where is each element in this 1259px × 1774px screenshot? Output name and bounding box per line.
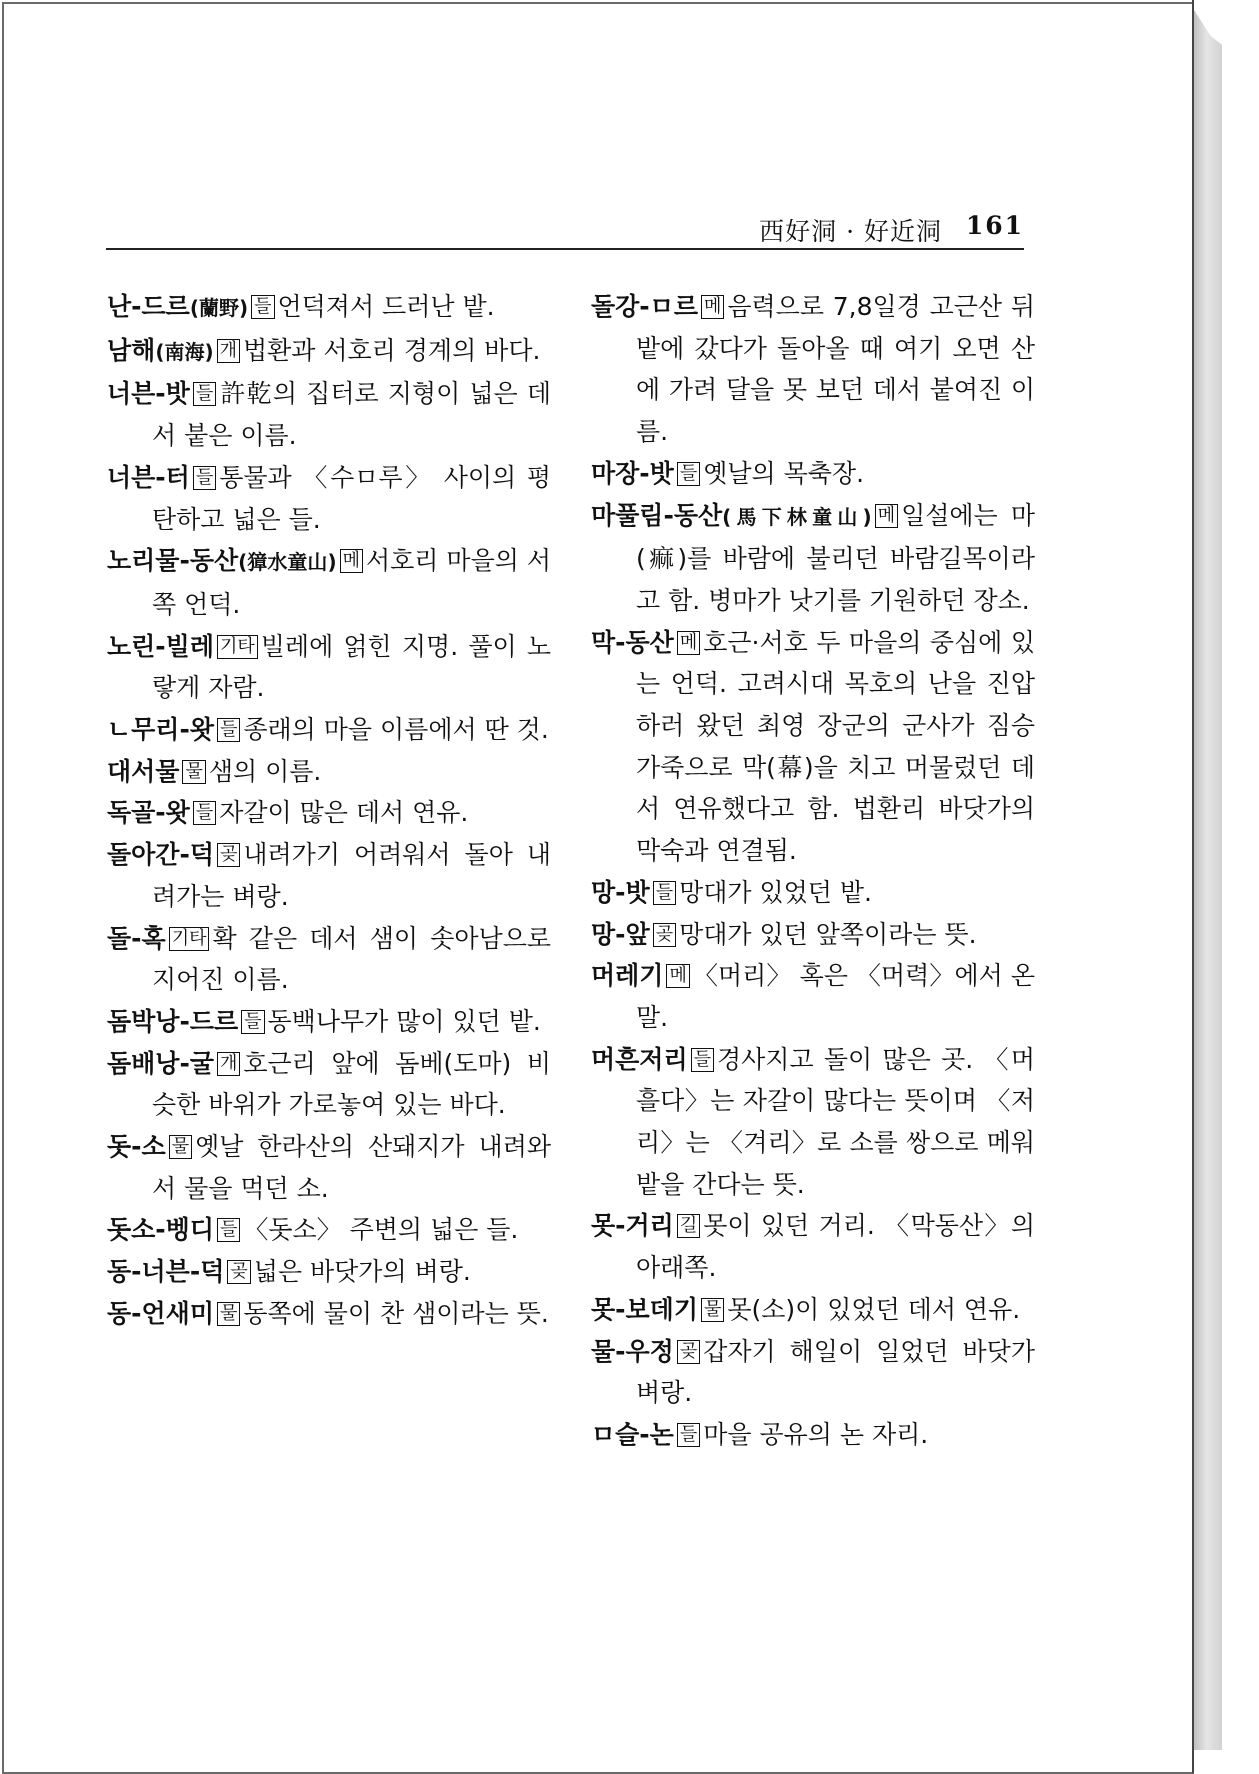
entry-term: 돗소-벵디 [107, 1215, 214, 1245]
entry-term: 난-드르 [107, 292, 190, 321]
category-tag: 메 [701, 295, 724, 319]
dictionary-entry [591, 1289, 1035, 1331]
entry-term: 망-밧 [591, 877, 650, 907]
entry-term: 머레기 [591, 961, 664, 991]
category-tag: 개 [217, 339, 240, 363]
entry-term: 독골-왓 [107, 798, 190, 828]
entry-term: 마풀림-동산 [591, 500, 723, 530]
category-tag: 기타 [169, 927, 210, 951]
dictionary-entry [591, 955, 1035, 1038]
category-tag: 들 [217, 1218, 240, 1242]
entry-definition: 옛날의 목축장. [703, 458, 865, 488]
page-number: 161 [965, 211, 1024, 240]
dictionary-entry [107, 373, 551, 456]
dictionary-entry [591, 286, 1035, 453]
entry-definition: 서호리 마을의 서쪽 언덕. [152, 546, 551, 619]
entry-hanja: (獐水童山) [238, 550, 337, 575]
dictionary-entry [591, 914, 1035, 956]
page-edge [1192, 0, 1194, 1773]
category-tag: 물 [169, 1135, 192, 1159]
entry-term: 돔박낭-드르 [107, 1006, 239, 1036]
entry-term: 막-동산 [591, 627, 674, 657]
entry-definition: 내려가기 어려워서 돌아 내려가는 벼랑. [152, 840, 551, 911]
dictionary-entry [107, 834, 551, 917]
header-rule [106, 248, 1024, 250]
entry-term: 물-우정 [591, 1336, 674, 1366]
entry-definition: 옛날 한라산의 산돼지가 내려와서 물을 먹던 소. [152, 1132, 551, 1203]
dictionary-entry [591, 622, 1035, 872]
category-tag: 곶 [217, 843, 240, 867]
category-tag: 들 [691, 1048, 714, 1072]
dictionary-entry [107, 540, 551, 625]
entry-term: 너븐-밧 [107, 379, 190, 409]
entry-definition: 확 같은 데서 샘이 솟아남으로 지어진 이름. [152, 923, 551, 995]
entry-term: 너븐-터 [107, 462, 190, 492]
category-tag: 들 [193, 466, 216, 490]
entry-definition: 〈머리〉 혹은 〈머력〉에서 온 말. [636, 961, 1035, 1032]
category-tag: 개 [217, 1052, 240, 1076]
entry-term: 돌강-ㅁ르 [591, 292, 698, 321]
category-tag: 기타 [217, 635, 258, 659]
entry-term: ㅁ슬-논 [591, 1419, 674, 1449]
category-tag: 들 [217, 718, 240, 742]
category-tag: 물 [217, 1302, 240, 1326]
category-tag: 들 [677, 1423, 700, 1447]
dictionary-entry [591, 495, 1035, 622]
dictionary-entry [591, 1414, 1035, 1456]
dictionary-entry [107, 1126, 551, 1209]
entry-term: 못-거리 [591, 1211, 674, 1241]
dictionary-entry [591, 1205, 1035, 1288]
entry-definition: 경사지고 돌이 많은 곳. 〈머흘다〉는 자갈이 많다는 뜻이며 〈저리〉는 〈겨리〉로 소를 쌍으로 메워 밭을 간다는 뜻. [636, 1044, 1035, 1199]
entry-definition: 동백나무가 많이 있던 밭. [267, 1006, 541, 1036]
category-tag: 곶 [653, 923, 676, 947]
entry-definition: 일설에는 마(痲)를 바람에 불리던 바람길목이라고 함. 병마가 낫기를 기원하던 장소. [636, 500, 1036, 615]
dictionary-entry [107, 1293, 551, 1335]
entry-definition: 망대가 있던 앞쪽이라는 뜻. [679, 919, 977, 949]
right-column [591, 286, 1035, 1456]
category-tag: 들 [653, 881, 676, 905]
entry-definition: 許乾의 집터로 지형이 넓은 데서 붙은 이름. [152, 379, 551, 451]
category-tag: 메 [875, 504, 898, 528]
entry-term: 동-너븐-덕 [107, 1257, 225, 1287]
entry-term: 동-언새미 [107, 1298, 214, 1328]
entry-definition: 넓은 바닷가의 벼랑. [253, 1257, 471, 1287]
dictionary-entry [107, 330, 551, 374]
left-column [107, 286, 551, 1335]
entry-definition: 법환과 서호리 경계의 바다. [242, 335, 541, 365]
dictionary-entry [107, 709, 551, 751]
entry-definition: 호근·서호 두 마을의 중심에 있는 언덕. 고려시대 목호의 난을 진압하러 왔던 최영 장군의 군사가 짐승가죽으로 막(幕)을 치고 머물렀던 데서 연유했다고 함. 법환리 바닷가의 막숙과 연결됨. [636, 627, 1035, 866]
category-tag: 물 [182, 760, 205, 784]
category-tag: 들 [251, 295, 274, 319]
entry-definition: 동쪽에 물이 찬 샘이라는 뜻. [243, 1298, 549, 1328]
entry-definition: 샘의 이름. [208, 756, 322, 786]
entry-term: 마장-밧 [591, 458, 674, 488]
entry-term: 돗-소 [107, 1132, 166, 1162]
category-tag: 들 [193, 382, 216, 406]
dictionary-entry [107, 626, 551, 709]
dictionary-entry [591, 1331, 1035, 1414]
dictionary-entry [107, 1001, 551, 1043]
category-tag: 곶 [227, 1260, 250, 1284]
page-stack-edge [1194, 10, 1222, 1750]
entry-term: 노린-빌레 [107, 631, 214, 661]
entry-definition: 언덕져서 드러난 밭. [277, 292, 495, 321]
entry-definition: 망대가 있었던 밭. [679, 877, 872, 907]
category-tag: 곶 [677, 1340, 700, 1364]
entry-definition: 호근리 앞에 돔베(도마) 비슷한 바위가 가로놓여 있는 바다. [152, 1048, 551, 1120]
entry-definition: 통물과 〈수ㅁ루〉 사이의 평탄하고 넓은 들. [152, 462, 551, 534]
dictionary-entry [107, 1209, 551, 1251]
entry-term: 남해 [107, 335, 156, 365]
dictionary-entry [107, 1251, 551, 1293]
entry-definition: 못(소)이 있었던 데서 연유. [727, 1294, 1021, 1324]
category-tag: 들 [241, 1010, 264, 1034]
dictionary-entry [107, 918, 551, 1001]
entry-definition: 갑자기 해일이 일었던 바닷가 벼랑. [636, 1336, 1035, 1408]
entry-definition: 〈돗소〉 주변의 넓은 들. [243, 1215, 519, 1245]
category-tag: 들 [677, 462, 700, 486]
entry-term: ㄴ무리-왓 [107, 715, 214, 745]
category-tag: 메 [666, 964, 689, 988]
entry-term: 머흔저리 [591, 1044, 688, 1074]
entry-definition: 종래의 마을 이름에서 딴 것. [243, 715, 549, 745]
entry-definition: 자갈이 많은 데서 연유. [219, 798, 469, 828]
entry-definition: 마을 공유의 논 자리. [703, 1419, 929, 1449]
entry-hanja: (蘭野) [189, 296, 249, 320]
dictionary-entry [107, 792, 551, 834]
category-tag: 메 [340, 549, 363, 573]
category-tag: 길 [677, 1214, 700, 1238]
entry-definition: 빌레에 얽힌 지명. 풀이 노랗게 자람. [152, 631, 551, 703]
entry-term: 못-보데기 [591, 1294, 698, 1324]
entry-hanja: (馬下林童山) [722, 504, 872, 529]
entry-term: 돌아간-덕 [107, 840, 214, 870]
entry-term: 대서물 [107, 756, 180, 786]
category-tag: 물 [701, 1298, 724, 1322]
entry-term: 망-앞 [591, 919, 650, 949]
dictionary-entry [107, 1043, 551, 1126]
entry-term: 돔배낭-굴 [107, 1048, 214, 1078]
page-header [106, 211, 1024, 246]
entry-hanja: (南海) [155, 339, 214, 364]
dictionary-entry [591, 872, 1035, 914]
entry-term: 노리물-동산 [107, 546, 239, 576]
entry-definition: 음력으로 7,8일경 고근산 뒤 밭에 갔다가 돌아올 때 여기 오면 산에 가려 달을 못 보던 데서 붙여진 이름. [636, 292, 1035, 447]
dictionary-entry [107, 286, 551, 330]
dictionary-entry [107, 457, 551, 540]
dictionary-entry [107, 751, 551, 793]
category-tag: 메 [677, 631, 700, 655]
dictionary-entry [591, 1039, 1035, 1206]
entry-definition: 못이 있던 거리. 〈막동산〉의 아래쪽. [636, 1211, 1035, 1283]
category-tag: 들 [193, 801, 216, 825]
running-title: 西好洞 · 好近洞 [759, 217, 942, 246]
entry-term: 돌-혹 [107, 923, 166, 953]
dictionary-entry [591, 453, 1035, 495]
